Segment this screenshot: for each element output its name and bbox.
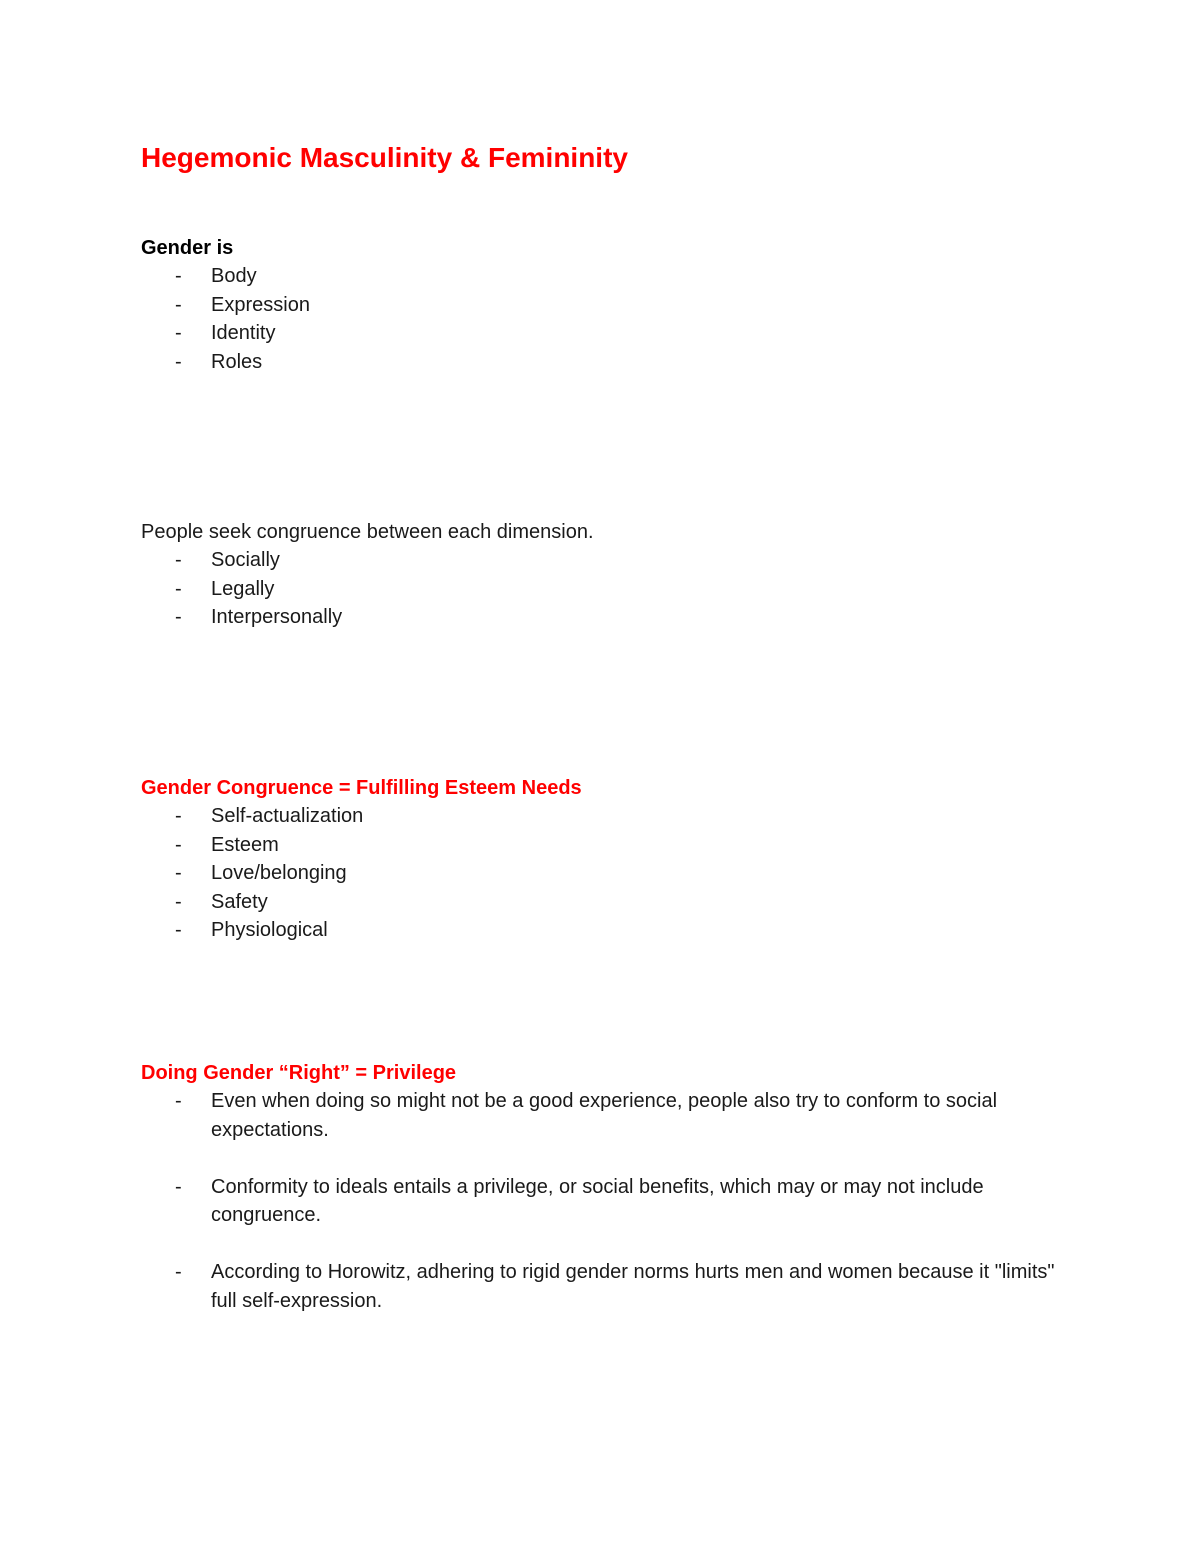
bullet-dash: -: [175, 805, 182, 827]
section-heading: Doing Gender “Right” = Privilege: [141, 1062, 457, 1084]
list-item-text: Interpersonally: [211, 606, 343, 628]
list-item: [141, 262, 1081, 291]
bullet-dash: -: [175, 862, 182, 884]
list-item: [141, 916, 1081, 945]
section-heading: Gender Congruence = Fulfilling Esteem Needs: [141, 777, 582, 799]
list-item-text: Expression: [211, 293, 310, 316]
bullet-dash: -: [175, 322, 182, 344]
list-item-text: Self-actualization: [211, 805, 364, 827]
bullet-dash: -: [175, 1175, 182, 1198]
list-item-text: Socially: [211, 549, 280, 571]
bullet-list: [141, 802, 1081, 945]
list-item: [141, 888, 1081, 917]
list-item: [141, 575, 1081, 604]
list-item: [141, 1173, 1081, 1230]
section-heading: People seek congruence between each dimension.: [141, 521, 594, 543]
list-item-text: Roles: [211, 350, 263, 373]
list-item: [141, 348, 1081, 377]
section-privilege: [141, 1059, 1081, 1315]
bullet-dash: -: [175, 293, 182, 316]
list-item: [141, 859, 1081, 888]
list-item-text: Physiological: [211, 919, 328, 941]
section-congruence: [141, 518, 1081, 632]
list-item-text: Even when doing so might not be a good experience, people also try to conform to social expectations.: [211, 1090, 998, 1141]
bullet-dash: -: [175, 1261, 182, 1283]
document-title: Hegemonic Masculinity & Femininity: [141, 142, 628, 173]
bullet-dash: -: [175, 833, 182, 856]
bullet-dash: -: [175, 265, 182, 287]
bullet-list: [141, 1087, 1081, 1315]
bullet-dash: -: [175, 919, 182, 941]
bullet-dash: -: [175, 549, 182, 571]
list-item-text: Legally: [211, 577, 275, 600]
list-item: [141, 603, 1081, 632]
bullet-dash: -: [175, 350, 182, 373]
section-gender-is: [141, 234, 1081, 376]
list-item-text: Safety: [211, 890, 268, 913]
section-heading: Gender is: [141, 237, 234, 259]
bullet-dash: -: [175, 577, 182, 600]
bullet-list: [141, 546, 1081, 632]
section-esteem-needs: [141, 774, 1081, 945]
bullet-dash: -: [175, 890, 182, 913]
bullet-dash: -: [175, 1090, 182, 1112]
list-item: [141, 831, 1081, 860]
list-item: [141, 291, 1081, 320]
list-item: [141, 546, 1081, 575]
list-item: [141, 802, 1081, 831]
list-item: [141, 319, 1081, 348]
bullet-list: [141, 262, 1081, 376]
list-item-text: Conformity to ideals entails a privilege, or social benefits, which may or may not include congruence.: [211, 1175, 984, 1226]
list-item: [141, 1258, 1081, 1315]
list-item-text: Esteem: [211, 833, 279, 856]
bullet-dash: -: [175, 606, 182, 628]
list-item-text: Love/belonging: [211, 862, 347, 884]
list-item-text: Body: [211, 265, 257, 287]
list-item: [141, 1087, 1081, 1144]
list-item-text: According to Horowitz, adhering to rigid gender norms hurts men and women because it "limits" full self-expression.: [211, 1261, 1055, 1312]
list-item-text: Identity: [211, 322, 276, 344]
